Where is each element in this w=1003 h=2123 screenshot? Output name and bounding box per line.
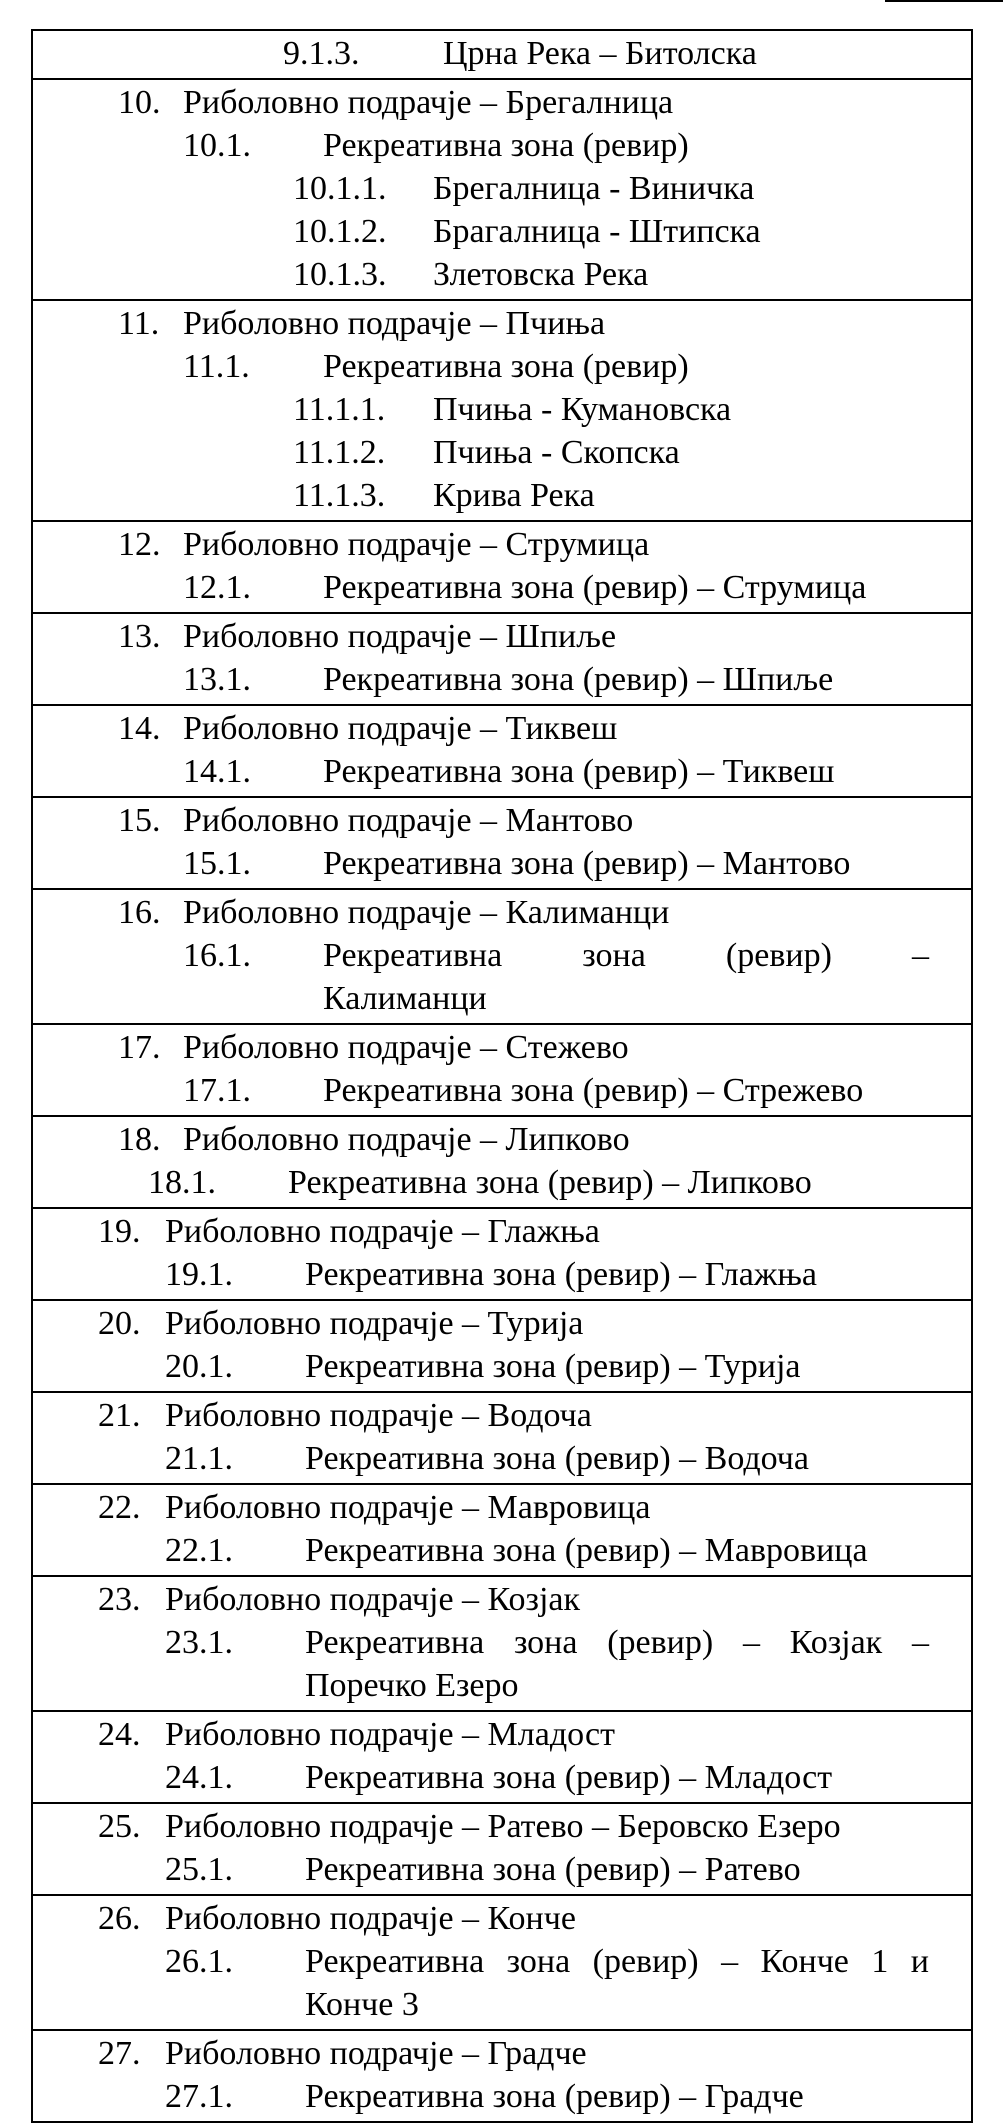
entry-line <box>33 1756 971 1799</box>
entry-line <box>33 842 971 885</box>
fishing-areas-table <box>31 29 973 2123</box>
entry-line <box>33 750 971 793</box>
entry-text: Рекреативна зона (ревир) – Мантово <box>323 845 851 882</box>
entry-text: Риболовно подрачје – Пчиња <box>183 305 606 342</box>
entry-number: 21. <box>98 1397 141 1434</box>
table-row <box>33 1710 971 1802</box>
entry-line <box>33 934 971 977</box>
entry-number: 20.1. <box>165 1348 233 1385</box>
table-row <box>33 299 971 520</box>
entry-text: Риболовно подрачје – Шпиље <box>183 618 617 655</box>
entry-line <box>33 431 971 474</box>
entry-line <box>33 1940 971 1983</box>
entry-text: Риболовно подрачје – Конче <box>165 1900 576 1937</box>
entry-text: Рекреативна зона (ревир) – Градче <box>305 2078 804 2115</box>
header-rule-fragment <box>885 0 1003 2</box>
entry-number: 17.1. <box>183 1072 251 1109</box>
entry-number: 11.1.2. <box>293 434 386 471</box>
entry-line <box>33 32 971 75</box>
entry-line <box>33 566 971 609</box>
entry-text: Поречко Езеро <box>305 1667 519 1704</box>
entry-line <box>33 799 971 842</box>
entry-line <box>33 1664 971 1707</box>
entry-line <box>33 615 971 658</box>
table-row <box>33 29 971 78</box>
entry-text: Брегалница - Виничка <box>433 170 755 207</box>
entry-line <box>33 1848 971 1891</box>
entry-text: Пчиња - Скопска <box>433 434 680 471</box>
table-row <box>33 1483 971 1575</box>
entry-line <box>33 1578 971 1621</box>
entry-text: Риболовно подрачје – Брегалница <box>183 84 674 121</box>
entry-line <box>33 210 971 253</box>
entry-number: 16.1. <box>183 937 251 974</box>
entry-number: 15. <box>118 802 161 839</box>
entry-text: Рекреативна зона (ревир) – Мавровица <box>305 1532 868 1569</box>
table-row <box>33 1802 971 1894</box>
entry-text: Рекреативна зона (ревир) – Конче 1 и <box>305 1943 929 1980</box>
entry-text: Конче 3 <box>305 1986 419 2023</box>
entry-number: 9.1.3. <box>283 35 360 72</box>
entry-text: Рекреативна зона (ревир) – Глажња <box>305 1256 818 1293</box>
entry-line <box>33 253 971 296</box>
table-row <box>33 1575 971 1710</box>
entry-number: 23. <box>98 1581 141 1618</box>
entry-line <box>33 81 971 124</box>
entry-number: 12. <box>118 526 161 563</box>
entry-line <box>33 1253 971 1296</box>
entry-line <box>33 302 971 345</box>
entry-number: 27. <box>98 2035 141 2072</box>
entry-text: Брагалница - Штипска <box>433 213 761 250</box>
entry-number: 10.1.2. <box>293 213 387 250</box>
entry-text: Рекреативна зона (ревир) – Ратево <box>305 1851 801 1888</box>
entry-line <box>33 1026 971 1069</box>
entry-line <box>33 1118 971 1161</box>
entry-text: Рекреативна зона (ревир) – Струмица <box>323 569 867 606</box>
entry-line <box>33 1713 971 1756</box>
entry-text: Крива Река <box>433 477 595 514</box>
entry-number: 12.1. <box>183 569 251 606</box>
entry-line <box>33 1983 971 2026</box>
entry-number: 14.1. <box>183 753 251 790</box>
entry-text: Риболовно подрачје – Глажња <box>165 1213 600 1250</box>
entry-text: Рекреативна зона (ревир) <box>323 127 689 164</box>
table-row <box>33 78 971 299</box>
entry-text: Рекреативна зона (ревир) – Липково <box>288 1164 812 1201</box>
table-row <box>33 796 971 888</box>
entry-number: 26.1. <box>165 1943 233 1980</box>
entry-text: Злетовска Река <box>433 256 649 293</box>
entry-text: Рекреативна зона (ревир) – Турија <box>305 1348 801 1385</box>
entry-number: 23.1. <box>165 1624 233 1661</box>
entry-number: 18. <box>118 1121 161 1158</box>
entry-text: Калиманци <box>323 980 487 1017</box>
entry-number: 10.1.1. <box>293 170 387 207</box>
entry-text: Риболовно подрачје – Калиманци <box>183 894 670 931</box>
entry-number: 11. <box>118 305 160 342</box>
entry-text: Риболовно подрачје – Младост <box>165 1716 615 1753</box>
table-row <box>33 2029 971 2121</box>
entry-text: Риболовно подрачје – Ратево – Беровско Езеро <box>165 1808 841 1845</box>
table-row <box>33 1207 971 1299</box>
entry-number: 10.1. <box>183 127 251 164</box>
entry-line <box>33 523 971 566</box>
entry-line <box>33 388 971 431</box>
entry-number: 20. <box>98 1305 141 1342</box>
entry-text: Риболовно подрачје – Липково <box>183 1121 630 1158</box>
entry-line <box>33 891 971 934</box>
entry-text: Рекреативна зона (ревир) – Тиквеш <box>323 753 835 790</box>
entry-number: 27.1. <box>165 2078 233 2115</box>
entry-number: 10. <box>118 84 161 121</box>
entry-number: 16. <box>118 894 161 931</box>
entry-line <box>33 1069 971 1112</box>
entry-number: 25.1. <box>165 1851 233 1888</box>
table-row <box>33 1894 971 2029</box>
entry-number: 19.1. <box>165 1256 233 1293</box>
entry-text: Рекреативна зона (ревир) – Козјак – <box>305 1624 929 1661</box>
entry-line <box>33 1394 971 1437</box>
entry-line <box>33 167 971 210</box>
table-row <box>33 888 971 1023</box>
entry-line <box>33 1161 971 1204</box>
table-row <box>33 1391 971 1483</box>
entry-text: Рекреативна зона (ревир) – Шпиље <box>323 661 834 698</box>
entry-number: 21.1. <box>165 1440 233 1477</box>
entry-line <box>33 1805 971 1848</box>
entry-number: 13. <box>118 618 161 655</box>
entry-number: 10.1.3. <box>293 256 387 293</box>
entry-line <box>33 1897 971 1940</box>
entry-line <box>33 1437 971 1480</box>
entry-line <box>33 1486 971 1529</box>
entry-line <box>33 124 971 167</box>
entry-text: Риболовно подрачје – Козјак <box>165 1581 581 1618</box>
entry-line <box>33 1210 971 1253</box>
entry-line <box>33 977 971 1020</box>
entry-number: 24.1. <box>165 1759 233 1796</box>
entry-number: 11.1.3. <box>293 477 386 514</box>
entry-text: Пчиња - Кумановска <box>433 391 732 428</box>
entry-number: 25. <box>98 1808 141 1845</box>
entry-line <box>33 474 971 517</box>
entry-line <box>33 658 971 701</box>
entry-number: 15.1. <box>183 845 251 882</box>
entry-line <box>33 2032 971 2075</box>
entry-number: 18.1. <box>148 1164 216 1201</box>
entry-number: 19. <box>98 1213 141 1250</box>
entry-line <box>33 707 971 750</box>
entry-text: Риболовно подрачје – Турија <box>165 1305 584 1342</box>
table-row <box>33 520 971 612</box>
entry-text: Рекреативна зона (ревир) – <box>323 937 929 974</box>
entry-line <box>33 1621 971 1664</box>
entry-number: 11.1.1. <box>293 391 386 428</box>
entry-text: Рекреативна зона (ревир) <box>323 348 689 385</box>
table-row <box>33 612 971 704</box>
entry-line <box>33 1345 971 1388</box>
entry-number: 22.1. <box>165 1532 233 1569</box>
table-row <box>33 704 971 796</box>
entry-text: Рекреативна зона (ревир) – Младост <box>305 1759 833 1796</box>
entry-text: Риболовно подрачје – Стежево <box>183 1029 629 1066</box>
entry-number: 14. <box>118 710 161 747</box>
entry-text: Риболовно подрачје – Тиквеш <box>183 710 618 747</box>
entry-text: Рекреативна зона (ревир) – Водоча <box>305 1440 809 1477</box>
entry-number: 13.1. <box>183 661 251 698</box>
entry-line <box>33 1302 971 1345</box>
entry-number: 17. <box>118 1029 161 1066</box>
entry-number: 26. <box>98 1900 141 1937</box>
entry-line <box>33 345 971 388</box>
entry-text: Риболовно подрачје – Градче <box>165 2035 587 2072</box>
entry-line <box>33 2075 971 2118</box>
entry-line <box>33 1529 971 1572</box>
entry-number: 22. <box>98 1489 141 1526</box>
entry-text: Риболовно подрачје – Водоча <box>165 1397 592 1434</box>
table-row <box>33 1299 971 1391</box>
entry-text: Риболовно подрачје – Мавровица <box>165 1489 651 1526</box>
table-row <box>33 1115 971 1207</box>
entry-text: Црна Река – Битолска <box>443 35 757 72</box>
entry-text: Рекреативна зона (ревир) – Стрежево <box>323 1072 864 1109</box>
entry-number: 11.1. <box>183 348 250 385</box>
table-row <box>33 1023 971 1115</box>
entry-text: Риболовно подрачје – Струмица <box>183 526 650 563</box>
entry-text: Риболовно подрачје – Мантово <box>183 802 634 839</box>
entry-number: 24. <box>98 1716 141 1753</box>
